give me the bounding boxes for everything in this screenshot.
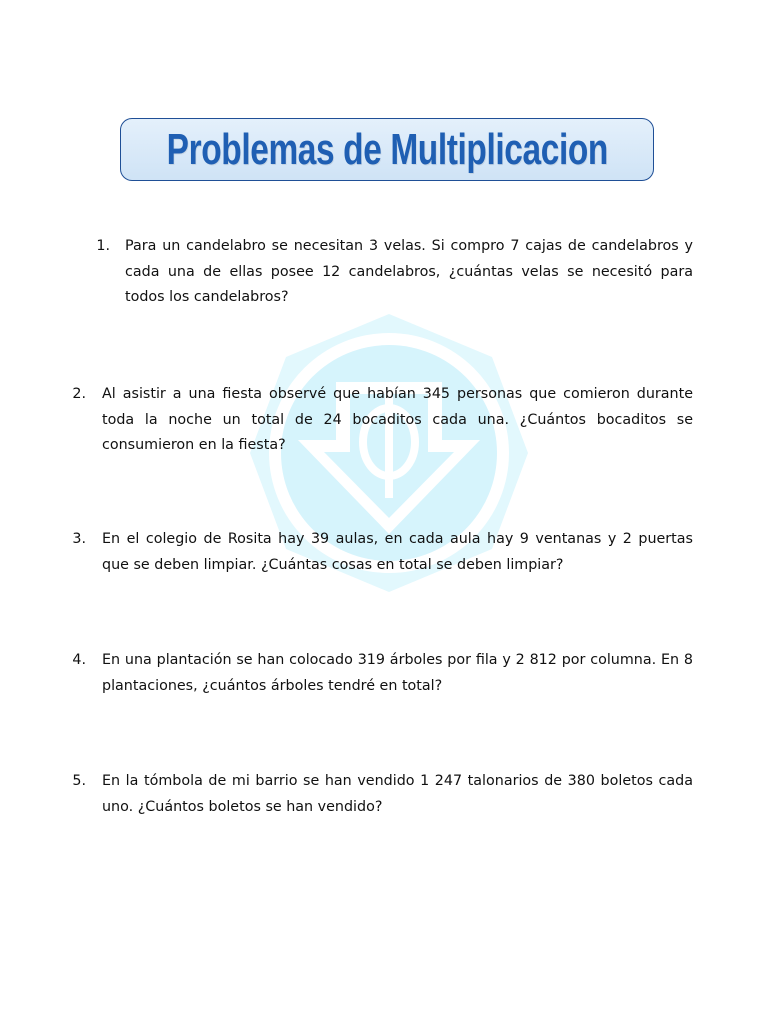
problem-number: 1. <box>96 238 110 254</box>
title-banner <box>120 118 654 181</box>
problem-number: 4. <box>72 652 86 668</box>
page-title: Problemas de Multiplicacion <box>166 124 608 174</box>
problem-text: Al asistir a una fiesta observé que habían 345 personas que comieron durante toda la noche un total de 24 bocaditos cada una. ¿Cuántos bocaditos se consumieron en la fiesta? <box>102 386 693 453</box>
problem-text: En una plantación se han colocado 319 árboles por fila y 2 812 por columna. En 8 plantaciones, ¿cuántos árboles tendré en total? <box>102 652 693 694</box>
problem-number: 2. <box>72 386 86 402</box>
problem-item <box>0 234 768 312</box>
problem-item <box>0 527 768 579</box>
problem-item <box>0 382 768 460</box>
problem-item <box>0 648 768 700</box>
problem-text: En la tómbola de mi barrio se han vendido 1 247 talonarios de 380 boletos cada uno. ¿Cuántos boletos se han vendido? <box>102 773 693 815</box>
problem-item <box>0 769 768 821</box>
problem-number: 5. <box>72 773 86 789</box>
problem-number: 3. <box>72 531 86 547</box>
problem-text: En el colegio de Rosita hay 39 aulas, en cada aula hay 9 ventanas y 2 puertas que se deben limpiar. ¿Cuántas cosas en total se deben limpiar? <box>102 531 693 573</box>
problem-text: Para un candelabro se necesitan 3 velas. Si compro 7 cajas de candelabros y cada una de ellas posee 12 candelabros, ¿cuántas velas se necesitó para todos los candelabros? <box>125 238 693 305</box>
